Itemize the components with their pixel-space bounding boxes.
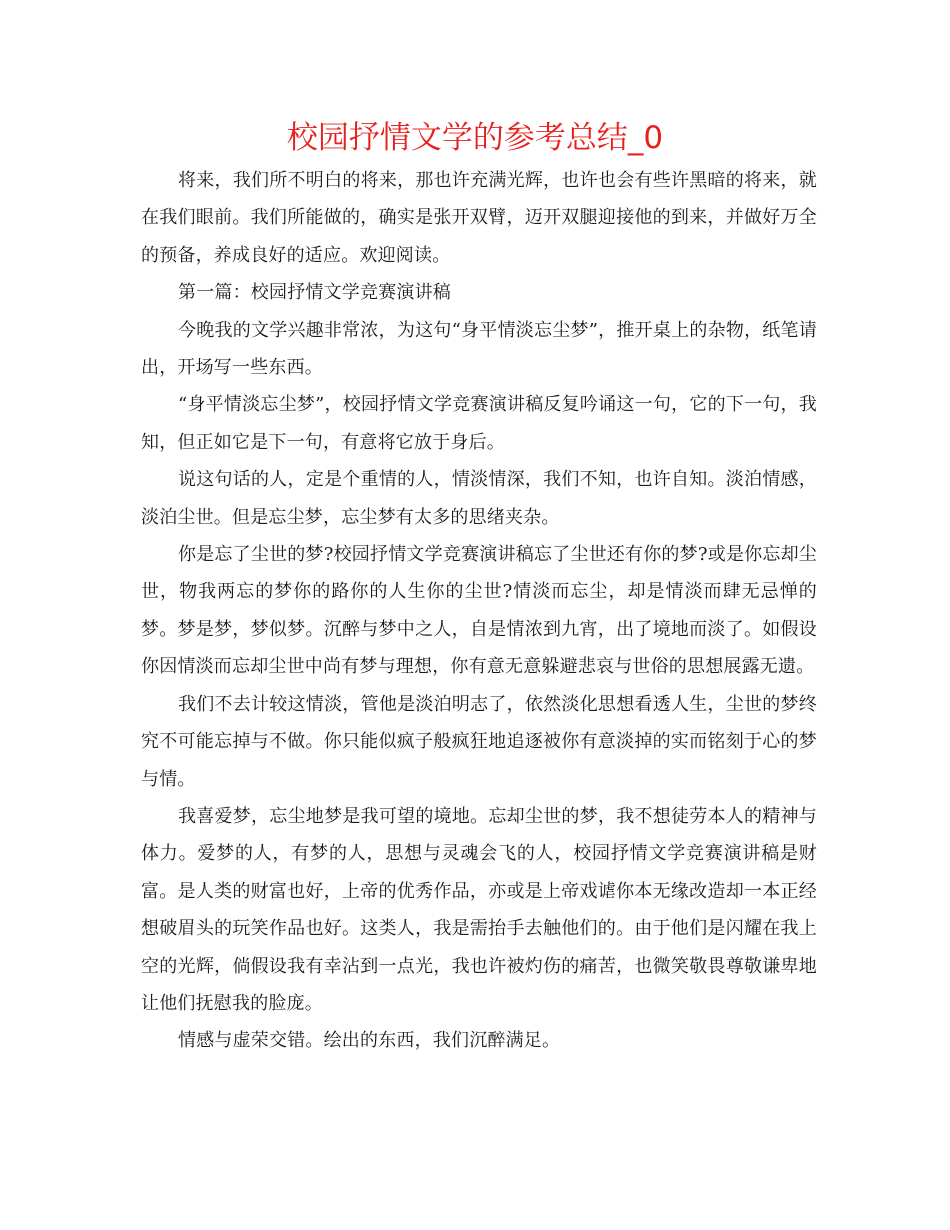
paragraph: “身平情淡忘尘梦”，校园抒情文学竞赛演讲稿反复吟诵这一句，它的下一句，我知，但正如它是下一句，有意将它放于身后。 — [141, 394, 817, 453]
paragraph: 你是忘了尘世的梦?校园抒情文学竞赛演讲稿忘了尘世还有你的梦?或是你忘却尘世，物我两忘的梦你的路你的人生你的尘世?情淡而忘尘，却是情淡而肆无忌惮的梦。梦是梦，梦似梦。沉醉与梦中之人，自是情浓到九宵，出了境地而淡了。如假设你因情淡而忘却尘世中尚有梦与理想，你有意无意躲避悲哀与世俗的思想展露无遗。 — [141, 544, 817, 678]
document-title: 校园抒情文学的参考总结_0 — [286, 120, 664, 156]
paragraph: 我们不去计较这情淡，管他是淡泊明志了，依然淡化思想看透人生，尘世的梦终究不可能忘掉与不做。你只能似疯子般疯狂地追逐被你有意淡掉的实而铭刻于心的梦与情。 — [141, 693, 817, 790]
paragraph: 情感与虚荣交错。绘出的东西，我们沉醉满足。 — [178, 1030, 561, 1052]
document-body — [141, 162, 817, 1060]
paragraph-section-heading: 第一篇：校园抒情文学竞赛演讲稿 — [178, 282, 451, 304]
paragraph-intro: 将来，我们所不明白的将来，那也许充满光辉，也许也会有些许黑暗的将来，就在我们眼前。我们所能做的，确实是张开双臂，迈开双腿迎接他的到来，并做好万全的预备，养成良好的适应。欢迎阅读。 — [141, 170, 817, 266]
paragraph: 我喜爱梦，忘尘地梦是我可望的境地。忘却尘世的梦，我不想徒劳本人的精神与体力。爱梦的人，有梦的人，思想与灵魂会飞的人，校园抒情文学竞赛演讲稿是财富。是人类的财富也好，上帝的优秀作品，亦或是上帝戏谑你本无缘改造却一本正经想破眉头的玩笑作品也好。这类人，我是需抬手去触他们的。由于他们是闪耀在我上空的光辉，倘假设我有幸沾到一点光，我也许被灼伤的痛苦，也微笑敬畏尊敬谦卑地让他们抚慰我的脸庞。 — [141, 805, 817, 1014]
paragraph: 说这句话的人，定是个重情的人，情淡情深，我们不知，也许自知。淡泊情感，淡泊尘世。但是忘尘梦，忘尘梦有太多的思绪夹杂。 — [141, 469, 817, 528]
paragraph: 今晚我的文学兴趣非常浓，为这句“身平情淡忘尘梦”，推开桌上的杂物，纸笔请出，开场写一些东西。 — [141, 319, 817, 379]
